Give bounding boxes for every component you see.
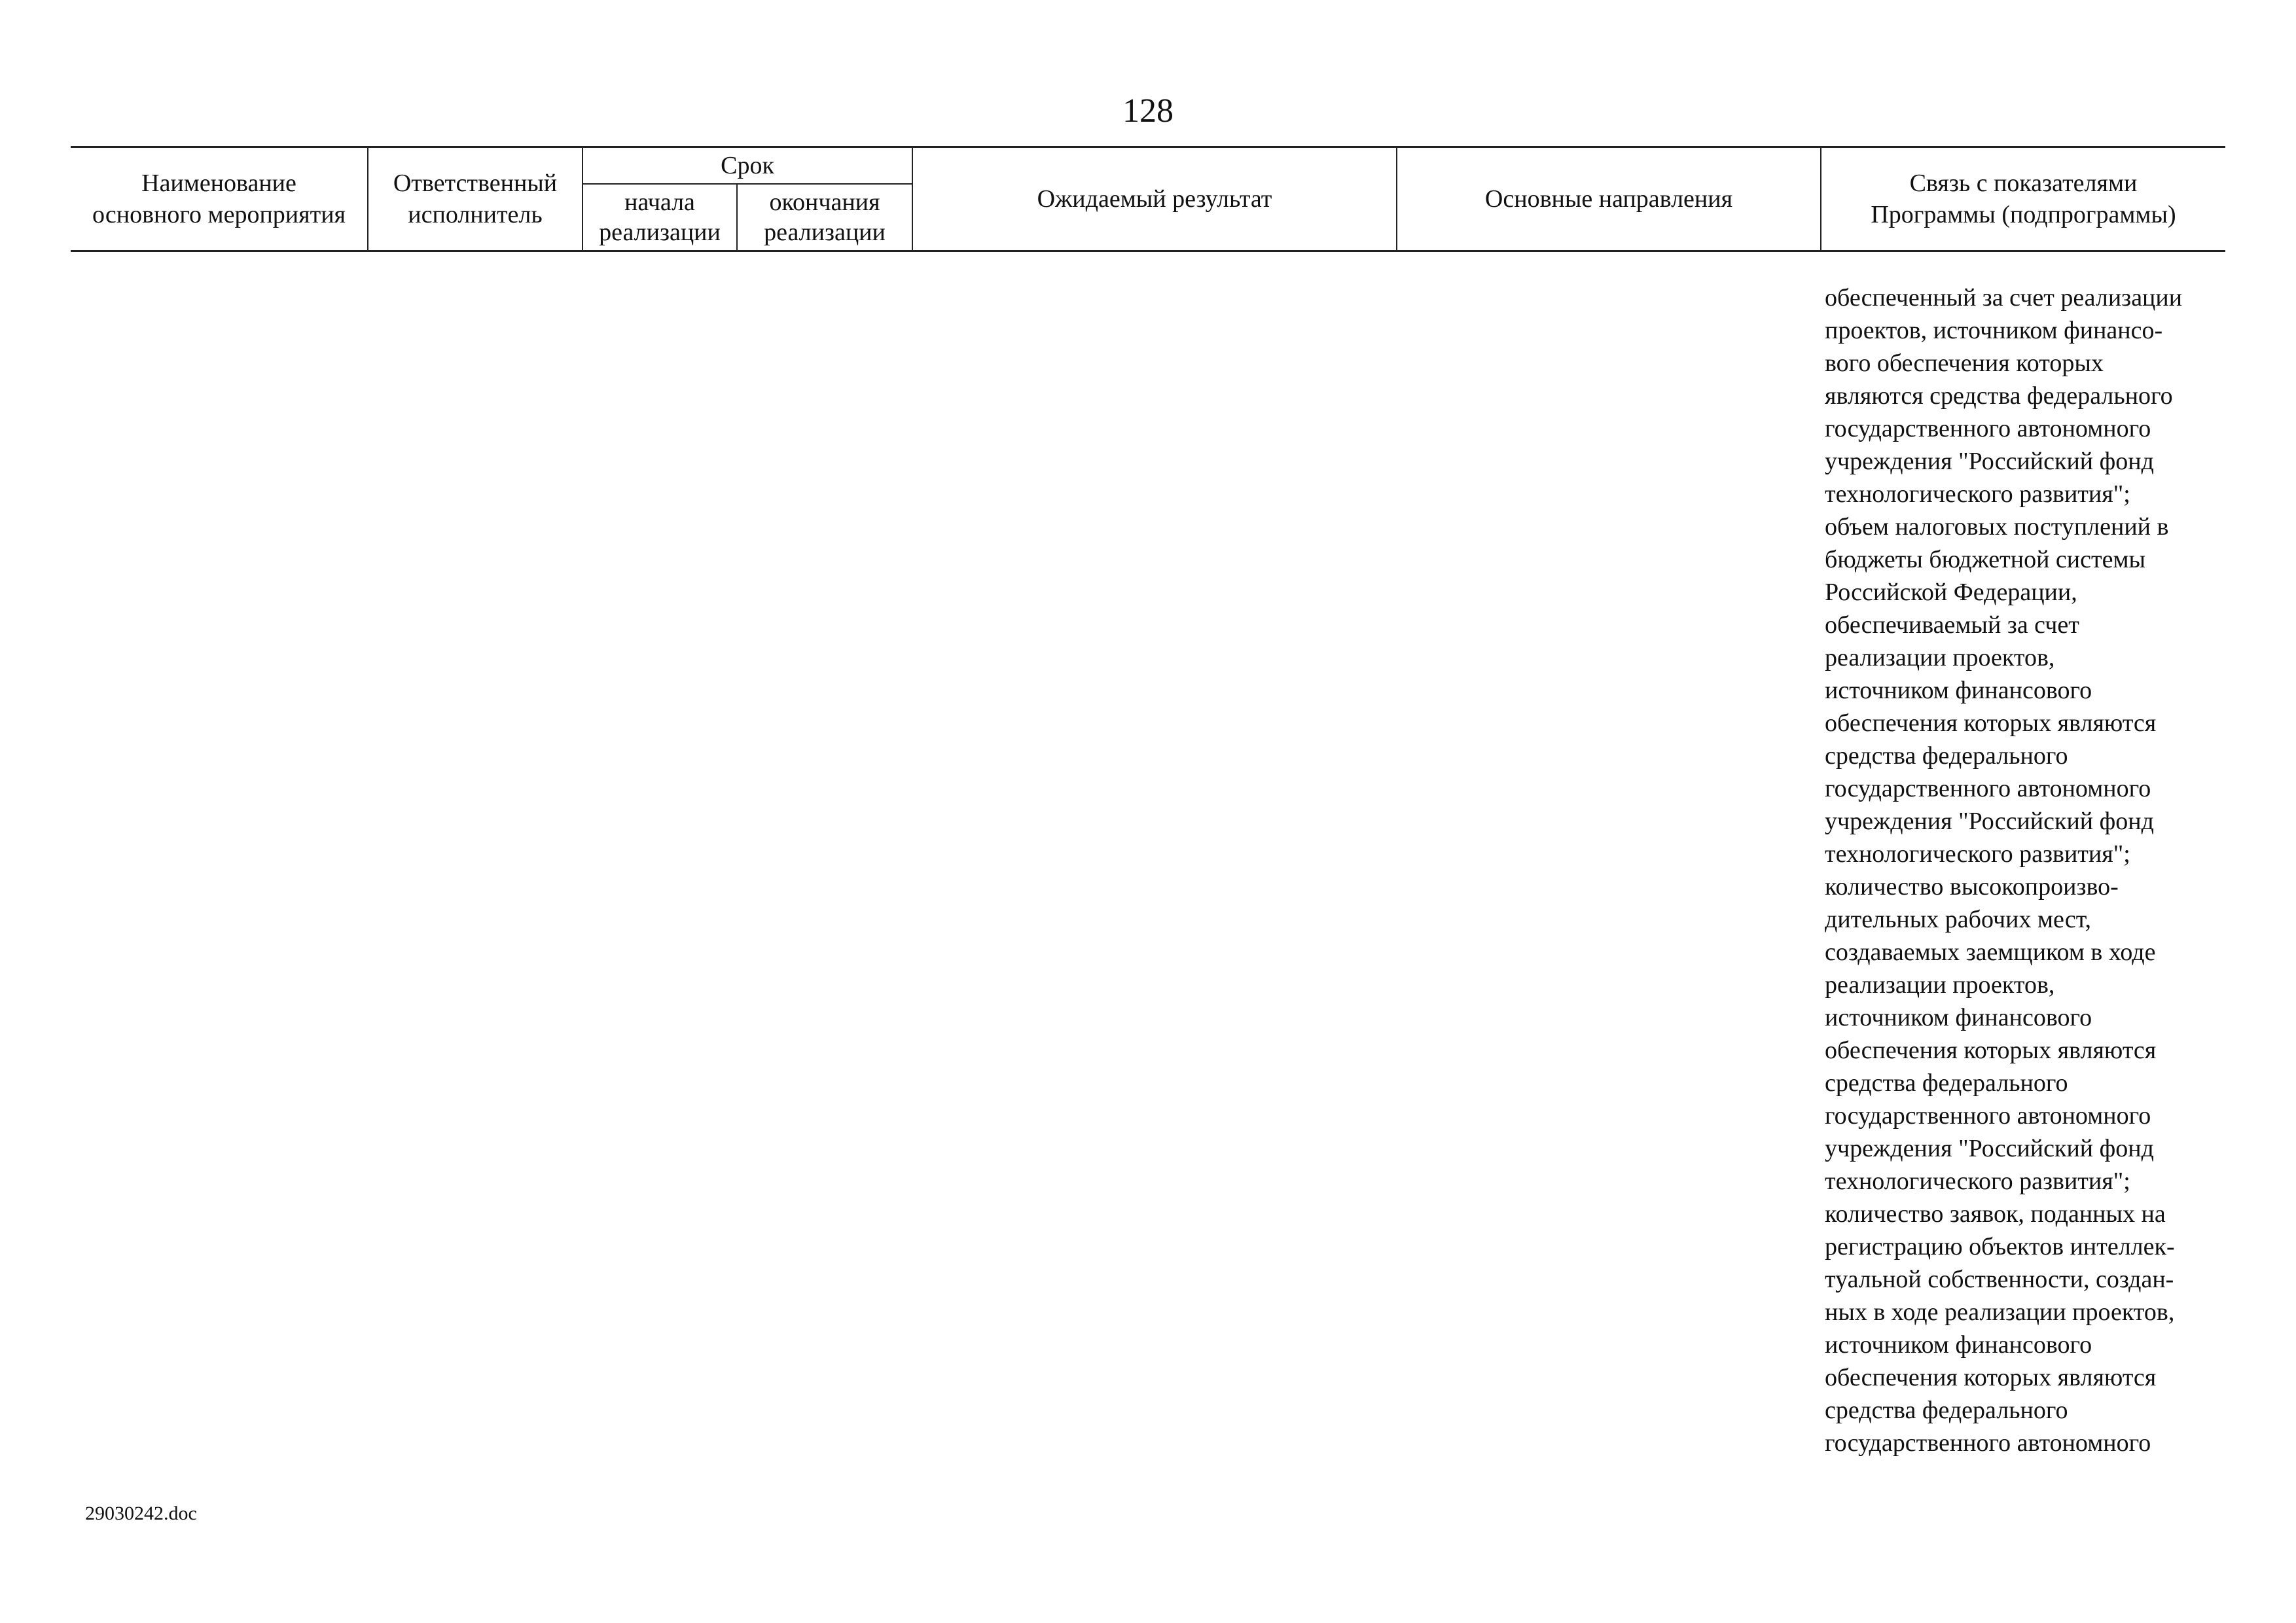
indicators-text-line: средства федерального bbox=[1825, 1069, 2068, 1097]
header-term-start-line1: начала bbox=[624, 188, 695, 216]
header-activity-name-line2: основного мероприятия bbox=[92, 201, 346, 228]
indicators-text-line: количество заявок, поданных на bbox=[1825, 1200, 2166, 1228]
indicators-text-line: проектов, источником финансо- bbox=[1825, 317, 2163, 344]
indicators-text-line: источником финансового bbox=[1825, 1331, 2092, 1359]
indicators-text-line: обеспечения которых являются bbox=[1825, 1364, 2157, 1391]
header-term-start bbox=[583, 184, 737, 251]
header-indicators-line2: Программы (подпрограммы) bbox=[1871, 201, 2176, 228]
indicators-text-line: источником финансового bbox=[1825, 1004, 2092, 1031]
indicators-text-line: обеспечения которых являются bbox=[1825, 709, 2157, 737]
indicators-text-line: реализации проектов, bbox=[1825, 971, 2055, 999]
indicators-text-line: источником финансового bbox=[1825, 677, 2092, 704]
header-term: Срок bbox=[583, 147, 912, 185]
program-activities-table-header bbox=[71, 146, 2225, 252]
indicators-text-line: технологического развития"; bbox=[1825, 1168, 2130, 1195]
indicators-text-line: бюджеты бюджетной системы bbox=[1825, 546, 2146, 573]
header-term-start-line2: реализации bbox=[599, 219, 721, 246]
indicators-text-line: государственного автономного bbox=[1825, 1429, 2151, 1457]
header-activity-name bbox=[71, 147, 368, 251]
indicators-text-line: средства федерального bbox=[1825, 1397, 2068, 1424]
indicators-text-line: обеспеченный за счет реализации bbox=[1825, 284, 2183, 312]
header-responsible-line2: исполнитель bbox=[408, 201, 543, 228]
indicators-text-line: государственного автономного bbox=[1825, 775, 2151, 802]
header-term-end-line2: реализации bbox=[764, 219, 886, 246]
footer-document-id: 29030242.doc bbox=[85, 1503, 197, 1524]
header-term-end bbox=[737, 184, 912, 251]
indicators-text-block bbox=[1825, 281, 2231, 1459]
indicators-text-line: регистрацию объектов интеллек- bbox=[1825, 1233, 2175, 1260]
indicators-text-line: являются средства федерального bbox=[1825, 382, 2173, 410]
header-main-directions: Основные направления bbox=[1397, 147, 1821, 251]
indicators-text-line: обеспечиваемый за счет bbox=[1825, 611, 2079, 639]
indicators-text-line: ных в ходе реализации проектов, bbox=[1825, 1298, 2175, 1326]
indicators-text-line: обеспечения которых являются bbox=[1825, 1037, 2157, 1064]
header-expected-result: Ожидаемый результат bbox=[912, 147, 1397, 251]
header-term-end-line1: окончания bbox=[769, 188, 880, 216]
indicators-text-line: дительных рабочих мест, bbox=[1825, 906, 2091, 933]
header-indicators-link bbox=[1821, 147, 2225, 251]
indicators-text-line: технологического развития"; bbox=[1825, 840, 2130, 868]
indicators-text-line: государственного автономного bbox=[1825, 415, 2151, 442]
page-number: 128 bbox=[1122, 92, 1174, 130]
indicators-text-line: объем налоговых поступлений в bbox=[1825, 513, 2169, 541]
header-responsible-line1: Ответственный bbox=[393, 169, 558, 197]
indicators-text-line: государственного автономного bbox=[1825, 1102, 2151, 1130]
indicators-text-line: учреждения "Российский фонд bbox=[1825, 448, 2154, 475]
header-responsible bbox=[368, 147, 583, 251]
indicators-text-line: учреждения "Российский фонд bbox=[1825, 808, 2154, 835]
indicators-text-line: учреждения "Российский фонд bbox=[1825, 1135, 2154, 1162]
indicators-text-line: технологического развития"; bbox=[1825, 480, 2130, 508]
header-activity-name-line1: Наименование bbox=[141, 169, 296, 197]
indicators-text-line: количество высокопроизво- bbox=[1825, 873, 2119, 901]
indicators-text-line: Российской Федерации, bbox=[1825, 579, 2077, 606]
indicators-text-line: реализации проектов, bbox=[1825, 644, 2055, 671]
indicators-text-line: средства федерального bbox=[1825, 742, 2068, 770]
indicators-text-line: вого обеспечения которых bbox=[1825, 349, 2104, 377]
indicators-text-line: туальной собственности, создан- bbox=[1825, 1266, 2174, 1293]
header-indicators-line1: Связь с показателями bbox=[1909, 169, 2138, 197]
indicators-text-line: создаваемых заемщиком в ходе bbox=[1825, 938, 2156, 966]
